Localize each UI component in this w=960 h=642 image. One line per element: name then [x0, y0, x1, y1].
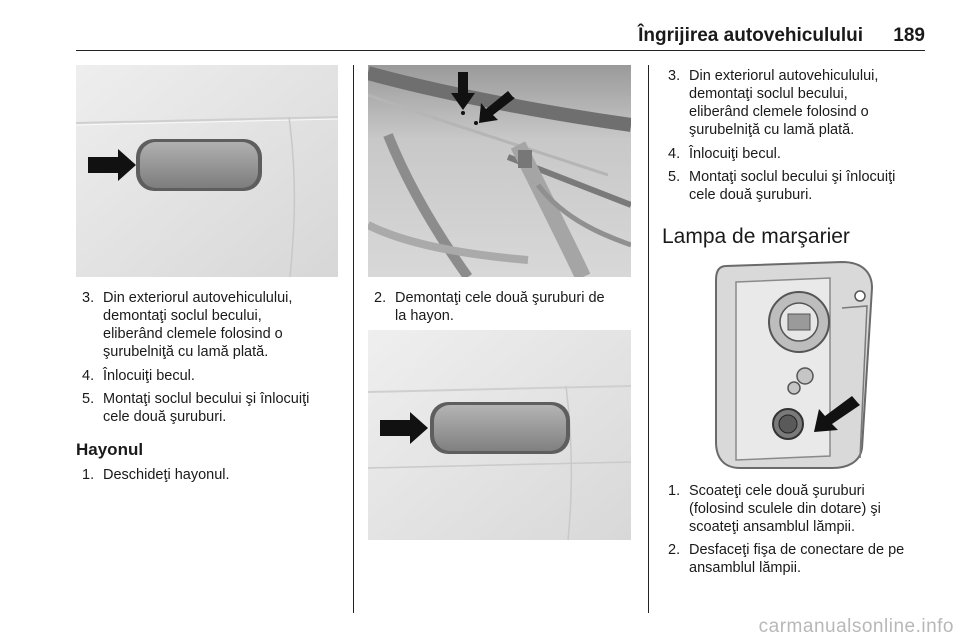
- column-divider-2: [648, 65, 649, 613]
- figure-tailgate-screws: [368, 65, 631, 277]
- heading-lampa-de-marsarier: Lampa de marşarier: [662, 225, 850, 248]
- page-number: 189: [893, 25, 925, 46]
- figure-lamp-panel: [368, 330, 631, 540]
- figure-reversing-lamp: [662, 258, 925, 470]
- column-divider-1: [353, 65, 354, 613]
- figure-lamp-removal: [76, 65, 338, 277]
- watermark: carmanualsonline.info: [758, 616, 954, 637]
- step-text: Din exteriorul autovehiculului, demontaţi soclul becului, eliberând clemele folosind o şurubelniţă cu lamă plată.: [103, 290, 293, 360]
- section-title: Îngrijirea autovehiculului: [638, 25, 863, 46]
- page-header: [76, 0, 925, 51]
- heading-hayonul: Hayonul: [76, 440, 144, 459]
